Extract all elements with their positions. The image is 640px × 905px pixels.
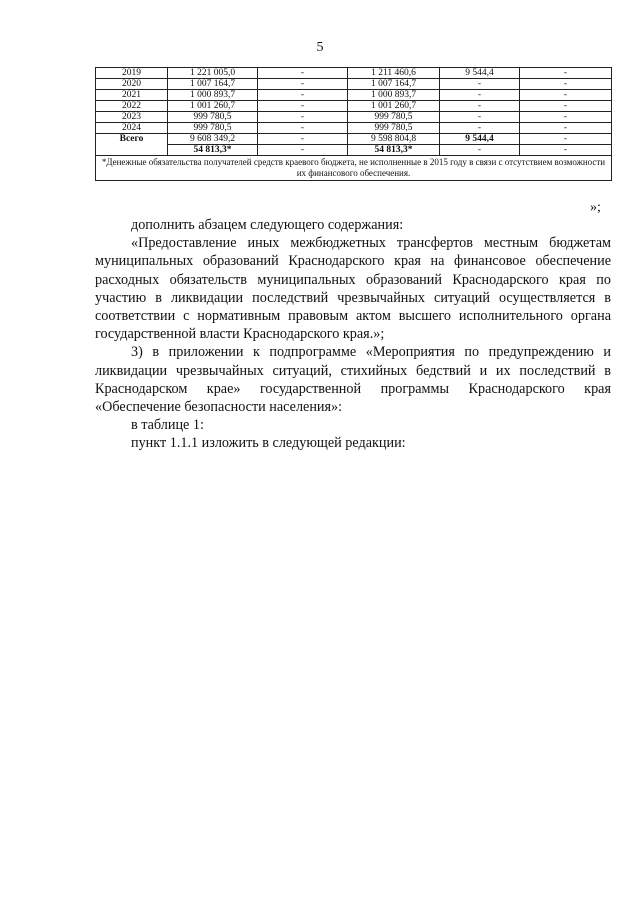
table-row — [96, 68, 612, 79]
paragraph: пункт 1.1.1 изложить в следующей редакции: — [131, 435, 406, 452]
table-total-row — [96, 134, 612, 145]
amendment-text — [95, 216, 611, 453]
table-cell: 2020 — [96, 79, 168, 90]
table-cell: 999 780,5 — [348, 112, 440, 123]
table-cell: 1 001 260,7 — [348, 101, 440, 112]
table-cell: Всего — [96, 134, 168, 156]
table-cell: 1 211 460,6 — [348, 68, 440, 79]
table-cell: - — [258, 68, 348, 79]
table-cell: 1 221 005,0 — [168, 68, 258, 79]
table-cell: - — [440, 145, 520, 156]
table-cell: - — [520, 101, 612, 112]
table-cell: - — [258, 112, 348, 123]
paragraph: 3) в приложении к подпрограмме «Мероприятия по предупреждению и ликвидации чрезвычайных ситуаций, стихийных бедствий и их последствий в Краснодарском крае» государственной программы Краснодарского края «Обеспечение безопасности населения»: — [95, 344, 611, 416]
table-cell: 1 007 164,7 — [348, 79, 440, 90]
table-footnote-row — [96, 156, 612, 181]
table-cell: - — [520, 90, 612, 101]
table-cell: - — [258, 123, 348, 134]
paragraph: дополнить абзацем следующего содержания: — [131, 217, 404, 233]
table-cell: 2023 — [96, 112, 168, 123]
table-cell: 9 544,4 — [440, 68, 520, 79]
table-cell: - — [440, 101, 520, 112]
table-cell: - — [440, 123, 520, 134]
table-cell: 9 608 349,2 — [168, 134, 258, 145]
table-cell: 2019 — [96, 68, 168, 79]
table-cell: 999 780,5 — [168, 112, 258, 123]
table-cell: - — [520, 79, 612, 90]
table-cell: - — [520, 112, 612, 123]
closing-quote: »; — [590, 200, 601, 215]
table-cell: - — [258, 79, 348, 90]
table-cell: - — [258, 134, 348, 145]
table-cell: 54 813,3* — [348, 145, 440, 156]
table-cell: - — [520, 134, 612, 145]
table-cell: 2021 — [96, 90, 168, 101]
table-cell: 54 813,3* — [168, 145, 258, 156]
table-cell: 9 598 804,8 — [348, 134, 440, 145]
table-cell: 1 000 893,7 — [168, 90, 258, 101]
table-cell: - — [258, 90, 348, 101]
table-cell: - — [258, 145, 348, 156]
table-row — [96, 101, 612, 112]
table-cell: - — [520, 68, 612, 79]
table-cell: - — [440, 90, 520, 101]
table-cell: 999 780,5 — [348, 123, 440, 134]
table-cell: - — [258, 101, 348, 112]
funding-table — [95, 67, 612, 181]
page-number: 5 — [316, 40, 324, 55]
paragraph: «Предоставление иных межбюджетных трансфертов местным бюджетам муниципальных образований Краснодарского края на финансовое обеспечение расходных обязательств муниципальных образований Краснодарского края по участию в ликвидации последствий чрезвычайных ситуаций осуществляется в соответствии с нормативным правовым актом высшего исполнительного органа государственной власти Краснодарского края.»; — [95, 235, 611, 343]
table-row — [96, 123, 612, 134]
table-cell: - — [520, 145, 612, 156]
table-cell: 2024 — [96, 123, 168, 134]
table-cell: 9 544,4 — [440, 134, 520, 145]
table-cell: 2022 — [96, 101, 168, 112]
table-cell: 1 000 893,7 — [348, 90, 440, 101]
table-cell: 1 007 164,7 — [168, 79, 258, 90]
table-row — [96, 79, 612, 90]
table-cell: - — [440, 79, 520, 90]
table-row — [96, 90, 612, 101]
table-cell: 1 001 260,7 — [168, 101, 258, 112]
table-footnote: *Денежные обязательства получателей средств краевого бюджета, не исполненные в 2015 году в связи с отсутствием возможности их финансового обеспечения. — [96, 156, 612, 181]
table-cell: - — [440, 112, 520, 123]
table-cell: 999 780,5 — [168, 123, 258, 134]
table-obligations-row — [96, 145, 612, 156]
paragraph: в таблице 1: — [131, 417, 204, 434]
table-row — [96, 112, 612, 123]
table-cell: - — [520, 123, 612, 134]
